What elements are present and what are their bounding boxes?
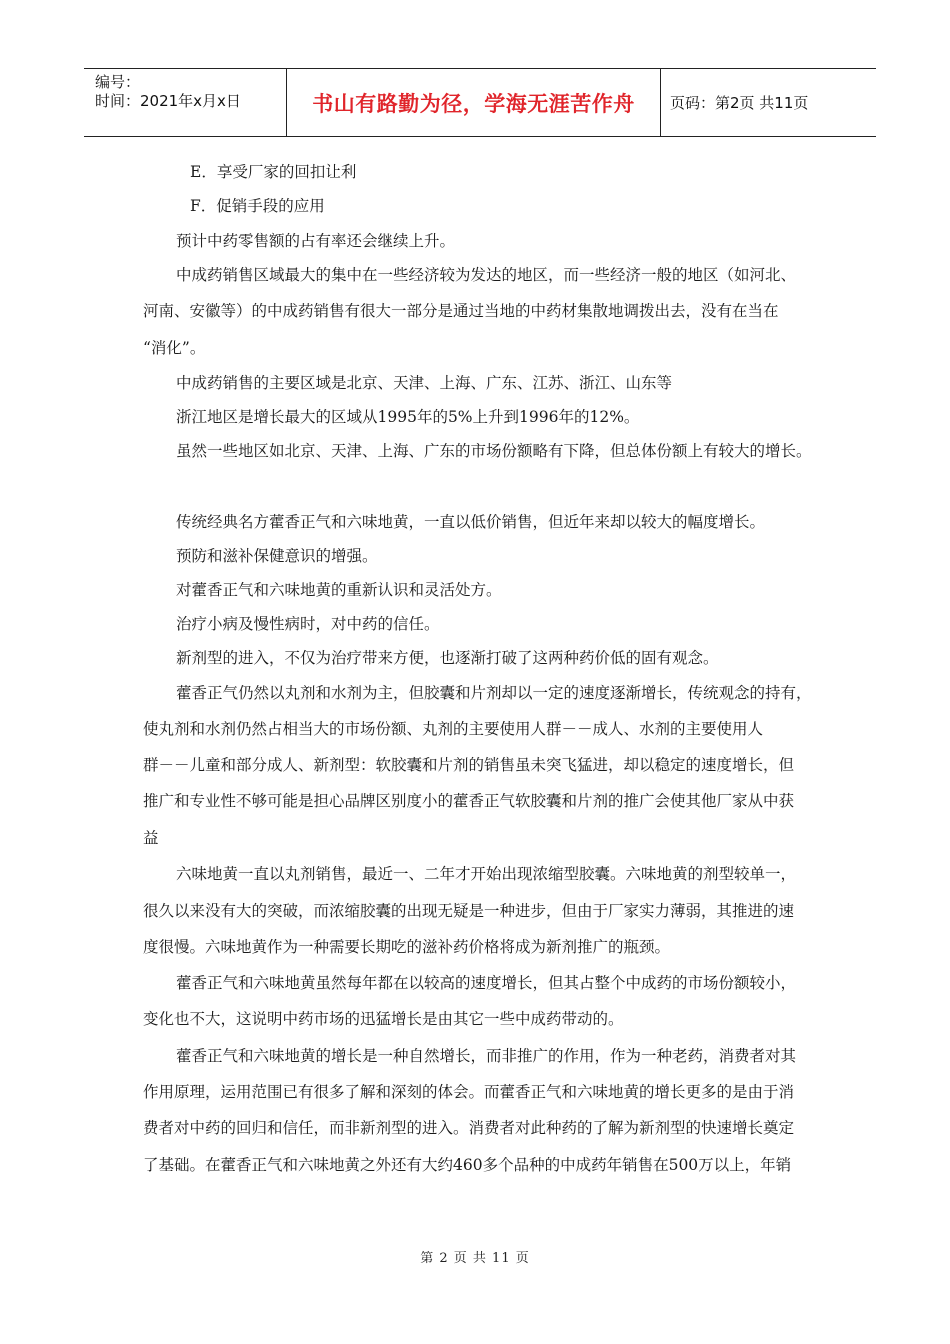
list-item-f: F．促销手段的应用 xyxy=(190,197,325,215)
paragraph-line: 浙江地区是增长最大的区域从1995年的5%上升到1996年的12%。 xyxy=(176,408,640,426)
paragraph-line: 新剂型的进入，不仅为治疗带来方便，也逐渐打破了这两种药价低的固有观念。 xyxy=(176,649,719,667)
paragraph-line: 使丸剂和水剂仍然占相当大的市场份额、丸剂的主要使用人群－－成人、水剂的主要使用人 xyxy=(143,720,764,738)
document-time-label: 时间：2021年x月x日 xyxy=(95,92,241,110)
header-meta xyxy=(84,69,287,136)
list-item-e: E．享受厂家的回扣让利 xyxy=(190,163,357,181)
paragraph-line: 益 xyxy=(143,829,159,847)
paragraph-line: 群－－儿童和部分成人、新剂型：软胶囊和片剂的销售虽未突飞猛进，却以稳定的速度增长，但 xyxy=(143,756,795,774)
paragraph-line: 作用原理，运用范围已有很多了解和深刻的体会。而藿香正气和六味地黄的增长更多的是由于消 xyxy=(143,1083,795,1101)
header-motto: 书山有路勤为径，学海无涯苦作舟 xyxy=(287,69,661,136)
paragraph-line: 对藿香正气和六味地黄的重新认识和灵活处方。 xyxy=(176,581,502,599)
paragraph-line: 推广和专业性不够可能是担心品牌区别度小的藿香正气软胶囊和片剂的推广会使其他厂家从中获 xyxy=(143,792,795,810)
paragraph-line: 很久以来没有大的突破，而浓缩胶囊的出现无疑是一种进步，但由于厂家实力薄弱，其推进的速 xyxy=(143,902,795,920)
header-page-number: 页码：第2页 共11页 xyxy=(670,94,809,112)
paragraph-line: 中成药销售的主要区域是北京、天津、上海、广东、江苏、浙江、山东等 xyxy=(176,374,673,392)
paragraph-line: 六味地黄一直以丸剂销售，最近一、二年才开始出现浓缩型胶囊。六味地黄的剂型较单一， xyxy=(176,865,797,883)
paragraph-line: 中成药销售区域最大的集中在一些经济较为发达的地区，而一些经济一般的地区（如河北、 xyxy=(176,266,797,284)
paragraph-line: 预计中药零售额的占有率还会继续上升。 xyxy=(176,232,456,250)
paragraph-line: 虽然一些地区如北京、天津、上海、广东的市场份额略有下降，但总体份额上有较大的增长。 xyxy=(176,442,812,460)
page-footer: 第 2 页 共 11 页 xyxy=(420,1251,530,1266)
paragraph-line: 传统经典名方藿香正气和六味地黄，一直以低价销售，但近年来却以较大的幅度增长。 xyxy=(176,513,766,531)
page-header xyxy=(84,68,876,137)
paragraph-line: 了基础。在藿香正气和六味地黄之外还有大约460多个品种的中成药年销售在500万以上，年销 xyxy=(143,1156,792,1174)
paragraph-line: 度很慢。六味地黄作为一种需要长期吃的滋补药价格将成为新剂推广的瓶颈。 xyxy=(143,938,671,956)
paragraph-line: 藿香正气和六味地黄的增长是一种自然增长，而非推广的作用，作为一种老药，消费者对其 xyxy=(176,1047,797,1065)
paragraph-line: 治疗小病及慢性病时，对中药的信任。 xyxy=(176,615,440,633)
paragraph-line: 藿香正气仍然以丸剂和水剂为主，但胶囊和片剂却以一定的速度逐渐增长，传统观念的持有， xyxy=(176,684,812,702)
document-number-label: 编号： xyxy=(95,73,141,91)
paragraph-line: 预防和滋补保健意识的增强。 xyxy=(176,547,378,565)
paragraph-line: 河南、安徽等）的中成药销售有很大一部分是通过当地的中药材集散地调拨出去，没有在当在 xyxy=(143,302,779,320)
paragraph-line: 变化也不大，这说明中药市场的迅猛增长是由其它一些中成药带动的。 xyxy=(143,1010,624,1028)
paragraph-line: “消化”。 xyxy=(143,339,206,357)
paragraph-line: 费者对中药的回归和信任，而非新剂型的进入。消费者对此种药的了解为新剂型的快速增长奠定 xyxy=(143,1119,795,1137)
paragraph-line: 藿香正气和六味地黄虽然每年都在以较高的速度增长，但其占整个中成药的市场份额较小， xyxy=(176,974,797,992)
